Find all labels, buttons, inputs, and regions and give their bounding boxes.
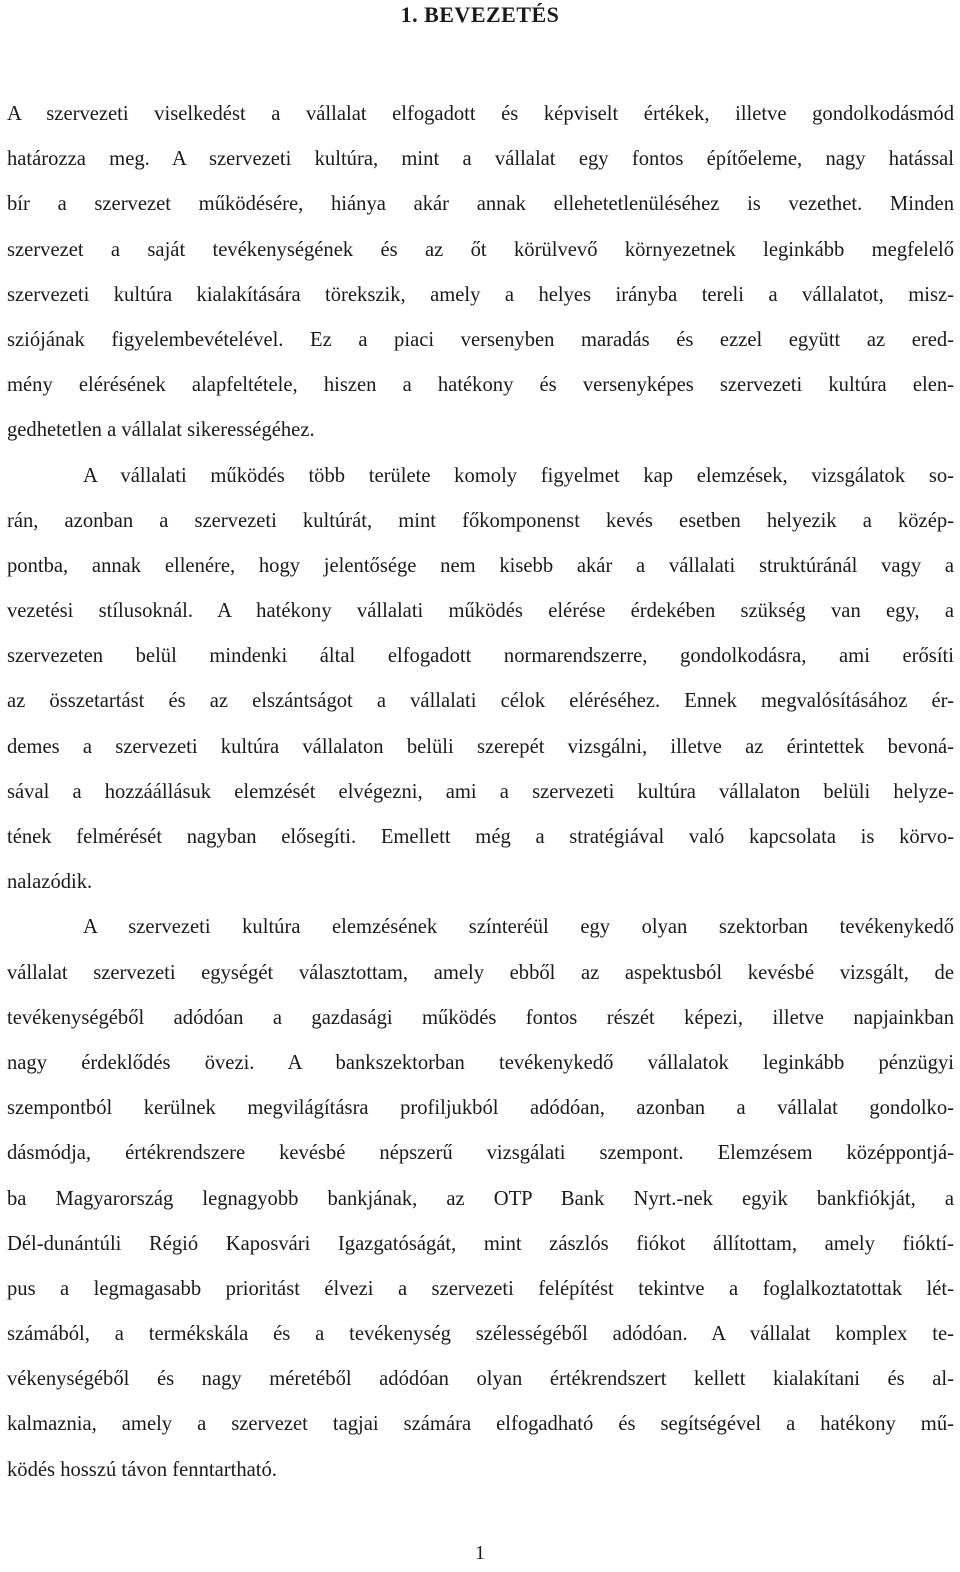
text-line: vezetési stílusoknál. A hatékony vállalati működés elérése érdekében szükség van egy, a <box>7 600 954 623</box>
text-line: A vállalati működés több területe komoly figyelmet kap elemzések, vizsgálatok so- <box>83 464 954 487</box>
paragraph-1 <box>7 92 954 454</box>
text-line: Dél-dunántúli Régió Kaposvári Igazgatóságát, mint zászlós fiókot állítottam, amely fióktí- <box>7 1232 954 1255</box>
paragraph-2 <box>7 454 954 906</box>
text-line: az összetartást és az elszántságot a vállalati célok eléréséhez. Ennek megvalósításához ér- <box>7 690 954 713</box>
text-line: nalazódik. <box>7 871 93 894</box>
text-line: tevékenységéből adódóan a gazdasági működés fontos részét képezi, illetve napjainkban <box>7 1006 954 1029</box>
text-line: demes a szervezeti kultúra vállalaton belüli szerepét vizsgálni, illetve az érintettek bevoná- <box>7 735 954 758</box>
text-line: A szervezeti viselkedést a vállalat elfogadott és képviselt értékek, illetve gondolkodásmód <box>7 103 954 125</box>
text-line: sziójának figyelembevételével. Ez a piaci versenyben maradás és ezzel együtt az ered- <box>7 328 954 351</box>
text-line: vállalat szervezeti egységét választottam, amely ebből az aspektusból kevésbé vizsgált, de <box>7 961 954 984</box>
text-line: gedhetetlen a vállalat sikerességéhez. <box>7 419 315 442</box>
text-line: vékenységéből és nagy méretéből adódóan olyan értékrendszert kellett kialakítani és al- <box>7 1368 954 1391</box>
text-line: kalmaznia, amely a szervezet tagjai számára elfogadható és segítségével a hatékony mű- <box>7 1413 954 1436</box>
body-text <box>7 92 954 1493</box>
text-line: dásmódja, értékrendszere kevésbé népszerű vizsgálati szempont. Elemzésem középpontjá- <box>7 1142 954 1165</box>
text-line: pus a legmagasabb prioritást élvezi a szervezeti felépítést tekintve a foglalkoztatottak lét- <box>7 1277 954 1300</box>
text-line: határozza meg. A szervezeti kultúra, mint a vállalat egy fontos építőeleme, nagy hatással <box>7 148 954 171</box>
text-line: szervezet a saját tevékenységének és az őt körülvevő környezetnek leginkább megfelelő <box>7 238 954 261</box>
text-line: ködés hosszú távon fenntartható. <box>7 1458 277 1481</box>
text-line: szervezeti kultúra kialakítására törekszik, amely a helyes irányba tereli a vállalatot, misz- <box>7 283 954 306</box>
text-line: szempontból kerülnek megvilágításra profiljukból adódóan, azonban a vállalat gondolko- <box>7 1097 954 1120</box>
text-line: A szervezeti kultúra elemzésének színteréül egy olyan szektorban tevékenykedő <box>83 916 954 939</box>
text-line: ba Magyarország legnagyobb bankjának, az OTP Bank Nyrt.-nek egyik bankfiókját, a <box>7 1187 954 1210</box>
text-line: nagy érdeklődés övezi. A bankszektorban tevékenykedő vállalatok leginkább pénzügyi <box>7 1051 954 1074</box>
text-line: rán, azonban a szervezeti kultúrát, mint főkomponenst kevés esetben helyezik a közép- <box>7 509 954 532</box>
text-line: sával a hozzáállásuk elemzését elvégezni, ami a szervezeti kultúra vállalaton belüli helyze- <box>7 780 954 803</box>
text-line: számából, a termékskála és a tevékenység szélességéből adódóan. A vállalat komplex te- <box>7 1323 954 1346</box>
page-number: 1 <box>475 1542 485 1564</box>
text-line: pontba, annak ellenére, hogy jelentősége nem kisebb akár a vállalati struktúránál vagy a <box>7 554 954 577</box>
text-line: mény elérésének alapfeltétele, hiszen a hatékony és versenyképes szervezeti kultúra elen- <box>7 374 954 397</box>
paragraph-3 <box>7 905 954 1492</box>
chapter-heading: 1. BEVEZETÉS <box>400 2 560 27</box>
text-line: bír a szervezet működésére, hiánya akár annak ellehetetlenüléséhez is vezethet. Minden <box>7 193 954 216</box>
text-line: tének felmérését nagyban elősegíti. Emellett még a stratégiával való kapcsolata is körvo- <box>7 826 954 848</box>
text-line: szervezeten belül mindenki által elfogadott normarendszerre, gondolkodásra, ami erősíti <box>7 645 954 668</box>
